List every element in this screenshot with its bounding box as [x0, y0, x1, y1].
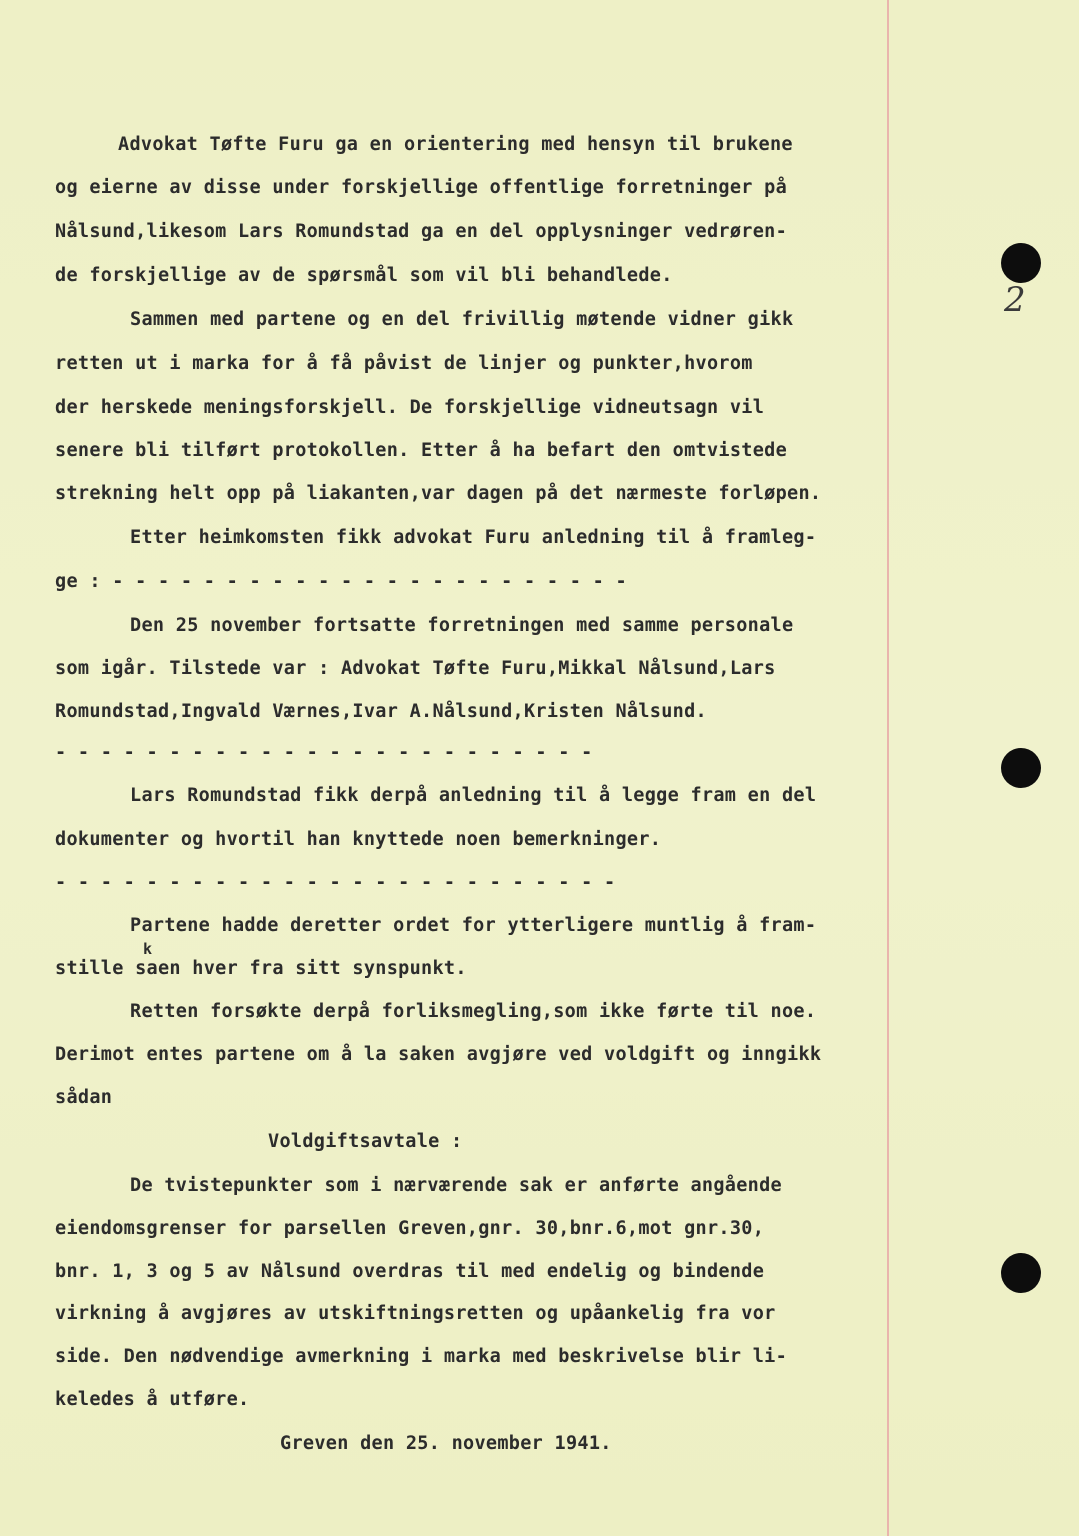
text-line: Romundstad,Ingvald Værnes,Ivar A.Nålsund,Kristen Nålsund.: [55, 701, 707, 722]
text-line: retten ut i marka for å få påvist de linjer og punkter,hvorom: [55, 353, 753, 374]
insert-mark: k: [143, 940, 153, 958]
text-line: virkning å avgjøres av utskiftningsretten og upåankelig fra vor: [55, 1303, 776, 1324]
signature-date-line: Greven den 25. november 1941.: [280, 1433, 612, 1454]
text-line: stille saen hver fra sitt synspunkt.: [55, 958, 467, 979]
section-heading: Voldgiftsavtale :: [268, 1131, 463, 1152]
text-line: side. Den nødvendige avmerkning i marka med beskrivelse blir li-: [55, 1346, 788, 1367]
text-line: og eierne av disse under forskjellige offentlige forretninger på: [55, 177, 788, 198]
text-line: Etter heimkomsten fikk advokat Furu anledning til å framleg-: [130, 527, 817, 548]
text-line: som igår. Tilstede var : Advokat Tøfte Furu,Mikkal Nålsund,Lars: [55, 658, 776, 679]
text-line: Advokat Tøfte Furu ga en orientering med hensyn til brukene: [118, 134, 793, 155]
text-line: Sammen med partene og en del frivillig møtende vidner gikk: [130, 309, 794, 330]
text-line: Retten forsøkte derpå forliksmegling,som ikke førte til noe.: [130, 1001, 817, 1022]
text-line: - - - - - - - - - - - - - - - - - - - - - - - - -: [55, 872, 616, 893]
text-line: ge : - - - - - - - - - - - - - - - - - - - - - - -: [55, 571, 627, 592]
text-line: Lars Romundstad fikk derpå anledning til å legge fram en del: [130, 785, 817, 806]
text-line: Partene hadde deretter ordet for ytterligere muntlig å fram-: [130, 915, 817, 936]
page-number: 2: [1004, 280, 1026, 320]
text-line: de forskjellige av de spørsmål som vil bli behandlede.: [55, 265, 673, 286]
text-line: eiendomsgrenser for parsellen Greven,gnr. 30,bnr.6,mot gnr.30,: [55, 1218, 765, 1239]
text-line: sådan: [55, 1087, 113, 1108]
text-line: keledes å utføre.: [55, 1389, 250, 1410]
text-line: - - - - - - - - - - - - - - - - - - - - - - - -: [55, 742, 593, 763]
text-line: Nålsund,likesom Lars Romundstad ga en del opplysninger vedrøren-: [55, 221, 788, 242]
text-line: Derimot entes partene om å la saken avgjøre ved voldgift og inngikk: [55, 1044, 822, 1065]
text-line: bnr. 1, 3 og 5 av Nålsund overdras til med endelig og bindende: [55, 1261, 765, 1282]
text-line: strekning helt opp på liakanten,var dagen på det nærmeste forløpen.: [55, 483, 822, 504]
text-line: senere bli tilført protokollen. Etter å ha befart den omtvistede: [55, 440, 788, 461]
text-line: Den 25 november fortsatte forretningen med samme personale: [130, 615, 794, 636]
text-line: De tvistepunkter som i nærværende sak er anførte angående: [130, 1175, 782, 1196]
text-line: der herskede meningsforskjell. De forskjellige vidneutsagn vil: [55, 397, 765, 418]
text-line: dokumenter og hvortil han knyttede noen bemerkninger.: [55, 829, 662, 850]
